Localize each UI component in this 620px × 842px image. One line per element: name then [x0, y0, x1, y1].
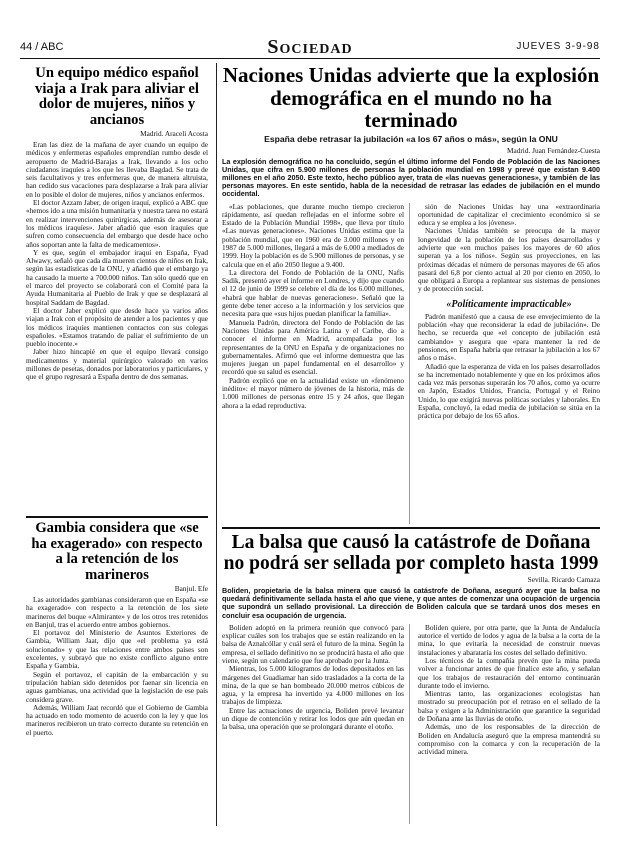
donana-article: [222, 532, 600, 832]
main-article: [222, 64, 600, 524]
article-paragraph: sión de Naciones Unidas hay una «extraordinaria oportunidad de capitalizar el crecimiento económico si se educa y se emplea a los jóvenes».: [418, 202, 600, 228]
article-paragraph: Entre las actuaciones de urgencia, Boliden prevé levantar un dique de contención y retirar los lodos que aún quedan en la balsa, una operación que se prolongará durante el otoño.: [222, 705, 404, 732]
article-headline: Gambia considera que «se ha exagerado» con respecto a la retención de los marineros: [31, 521, 203, 583]
article-lead: Boliden, propietaria de la balsa minera que causó la catástrofe de Doñana, aseguró ayer que la balsa no quedará definitivamente sellada hasta el año que viene, y que antes de comenzar una ocupación de urgencia que supondrá un sellado provisional. La dirección de Boliden calcula que se tardará unos dos meses en concluir esa ocupación de urgencia.: [222, 586, 600, 620]
article-paragraph: El doctor Azzam Jaber, de origen iraquí, explicó a ABC que «hemos ido a una misión humanitaria y nuestra tarea no estará en realizar intervenciones quirúrgicas, además de asesorar a los médicos iraquíes». Jaber añadió que «son iraquíes que sufren como consecuencia del embargo que desde hace ocho años soportan ante la falta de medicamentos».: [26, 198, 208, 249]
article-paragraph: «Las poblaciones, que durante mucho tiempo crecieron rápidamente, así quedan reflejadas en el informe sobre el Estado de la Población Mundial 1998», que lleva por título «Las nuevas generaciones». Naciones Unidas estima que la población mundial, que en 1960 era de 3.000 millones y en 1987 de 5.000 millones, llegará a más de 6.000 a mediados de 1999. Hoy la población es de 5.900 millones de personas, y se calcula que en el año 2050 llegue a 9.400.: [222, 202, 404, 269]
left-column-bottom: [26, 521, 208, 831]
article-paragraph: Boliden adoptó en la primera reunión que convocó para explicar cuáles son los trabajos que se están realizando en la balsa de Aznalcóllar y cuál será el futuro de la mina. Según la empresa, el sellado definitivo no se producirá hasta el año que viene, según un calendario que fue aprobado por la Junta.: [222, 623, 404, 665]
article-paragraph: Jaber hizo hincapié en que el equipo llevará consigo medicamentos y material quirúrgico valorado en varios millones de pesetas, donados por laboratorios y particulares, y que el grupo regresará a España dentro de dos semanas.: [26, 347, 208, 382]
article-headline: La balsa que causó la catástrofe de Doñana no podrá ser sellada por completo hasta 1999: [223, 532, 599, 574]
article-paragraph: Padrón explicó que en la actualidad existe un «fenómeno inédito»: el mayor número de jóvenes de la historia, más de 1.000 millones de personas entre 15 y 24 años, que llegan ahora a la edad reproductiva.: [222, 375, 404, 410]
article-subhead: «Políticamente impracticable»: [446, 298, 572, 310]
article-paragraph: Además, uno de los responsables de la dirección de Boliden en Andalucía aseguró que la empresa mantendrá su compromiso con la comarca y con la recuperación de la actividad minera.: [418, 722, 600, 757]
article-byline: Banjul. Efe: [174, 584, 208, 593]
article-separator: [26, 516, 208, 518]
article-paragraph: Los técnicos de la compañía prevén que la mina pueda volver a funcionar antes de que finalice este año, y señalan que los trabajos de restauración del entorno continuarán durante todo el invierno.: [418, 656, 600, 690]
article-paragraph: Manuela Padrón, directora del Fondo de Población de las Naciones Unidas para América Latina y el Caribe, dio a conocer el informe en Madrid, acompañada por los representantes de la ONU en España y de organizaciones no gubernamentales. Afirmó que «el informe demuestra que las mujeres juegan un papel fundamental en el desarrollo» y recordó que su salud es esencial.: [222, 317, 404, 377]
article-paragraph: Y es que, según el embajador iraquí en España, Fyad Alwawy, señaló que cada día mueren cientos de niños en Irak, según las estadísticas de la ONU, y añadió que el embargo ya ha causado la muerte a 700.000 niños. Tan sólo quedó que en el marco del proyecto se colaborará con el Comité para la Ayuda Humanitaria al Pueblo de Irak y que se desplazará al hospital Saddam de Bagdad.: [26, 247, 208, 307]
article-separator: [222, 527, 600, 529]
article-paragraph: El doctor Jaber explicó que desde hace ya varios años viajan a Irak con el propósito de atender a los pacientes y que los médicos iraquíes mantienen contactos con sus colegas españoles. «Estamos tratando de paliar el sufrimiento de un pueblo inocente.»: [26, 305, 208, 349]
article-lead: La explosión demográfica no ha concluido, según el último informe del Fondo de Población de las Naciones Unidas, que cifra en 5.900 millones de personas la población mundial en 1998 y prevé que existan 9.400 millones en el año 2050. Este texto, hecho público ayer, trata de «las nuevas generaciones», y también de las personas mayores. En este sentido, habla de la necesidad de retrasar las edades de jubilación en el mundo occidental.: [222, 156, 600, 199]
article-paragraph: Boliden quiere, por otra parte, que la Junta de Andalucía autorice el vertido de lodos y agua de la balsa a la corta de la mina, lo que evitaría la necesidad de construir nuevas instalaciones y abarataría los costes del sellado definitivo.: [418, 623, 600, 657]
main-headline: Naciones Unidas advierte que la explosión demográfica en el mundo no ha terminado: [222, 64, 600, 132]
article-paragraph: Además, William Jaat recordó que el Gobierno de Gambia ha actuado en todo momento de acuerdo con la ley y que los marineros recibieron un trato correcto durante su retención en el puerto.: [26, 702, 208, 737]
article-paragraph: Eran las diez de la mañana de ayer cuando un equipo de médicos y enfermeras españoles emprendían rumbo desde el aeropuerto de Madrid-Barajas a Irak, llevando a los ocho ciudadanos iraquíes a los que les llevaba Bagdad. Se trata de seis facultativos y tres enfermeras que, de manera altruista, han cedido sus vacaciones para desplazarse a Irak para aliviar en lo posible el dolor de mujeres, niños y ancianos enfermos.: [26, 140, 208, 199]
article-paragraph: La directora del Fondo de Población de la ONU, Nafis Sadik, presentó ayer el informe en Londres, y dijo que cuando el 12 de junio de 1999 se celebre el día de los 6.000 millones, «habrá que hablar de nuevas generaciones». Señaló que la gente debe tener acceso a la información y los servicios que necesita para que «sus hijos puedan planificar la familia».: [222, 267, 404, 319]
article-paragraph: Mientras tanto, las organizaciones ecologistas han mostrado su preocupación por el retraso en el sellado de la balsa y exigen a la Administración que garantice la seguridad de Doñana ante las lluvias de otoño.: [418, 689, 600, 724]
article-paragraph: Añadió que la esperanza de vida en los países desarrollados se ha incrementado notablemente y que en los próximos años cada vez más personas superarán los 70 años, como ya ocurre en Japón, Estados Unidos, Francia, Portugal y el Reino Unido, lo que exigirá nuevas políticas sociales y laborales. En España, concluyó, la edad media de jubilación se sitúa en la práctica por debajo de los 65 años.: [418, 361, 600, 421]
article-byline: Sevilla. Ricardo Camaza: [527, 575, 600, 584]
article-paragraph: Padrón manifestó que a causa de ese envejecimiento de la población «hay que reconsiderar la edad de jubilación». De hecho, se recuerda que «el concepto de jubilación está cambiando» y asegura que «para mantener la red de pensiones, en España habría que retrasar la jubilación a los 67 años o más».: [418, 311, 600, 363]
article-paragraph: El portavoz del Ministerio de Asuntos Exteriores de Gambia, William Jaat, dijo que «el problema ya está solucionado» y que las relaciones entre ambos países son excelentes, y subrayó que no existe conflicto alguno entre España y Gambia.: [26, 628, 208, 671]
main-subheadline: España debe retrasar la jubilación «a los 67 años o más», según la ONU: [264, 133, 558, 144]
article-paragraph: Mientras, los 5.000 kilogramos de lodos depositados en las márgenes del Guadiamar han sido trasladados a la corta de la mina, de la que se han bombeado 20.000 metros cúbicos de agua, y la empresa ha invertido ya 4.000 millones en los trabajos de limpieza.: [222, 664, 404, 707]
article-paragraph: Naciones Unidas también se preocupa de la mayor longevidad de la población de los países desarrollados y advierte que «en muchos países los mayores de 60 años superan ya a los niños». Según sus proyecciones, en las próximas décadas el número de personas mayores de 65 años pasará del 6,8 por ciento actual al 20 por ciento en 2050, lo que obligará a Europa a replantear sus sistemas de pensiones y de protección social.: [418, 226, 600, 294]
page-header: [20, 36, 600, 58]
article-byline: Madrid. Juan Fernández-Cuesta: [506, 145, 600, 155]
issue-date: JUEVES 3-9-98: [516, 41, 600, 52]
article-byline: Madrid. Araceli Acosta: [140, 129, 208, 138]
article-paragraph: Las autoridades gambianas consideraron que en España «se ha exagerado» con respecto a la retención de los siete marineros del buque «Almirante» y de los otros tres retenidos en Banjul, tras el acuerdo entre ambos gobiernos.: [26, 595, 208, 629]
article-headline: Un equipo médico español viaja a Irak para aliviar el dolor de mujeres, niños y ancianos: [35, 66, 199, 128]
header-rule: [20, 58, 600, 59]
column-divider: [216, 63, 217, 826]
page-number: 44 / ABC: [20, 41, 64, 53]
left-column-top: [26, 66, 208, 566]
article-paragraph: Según el portavoz, el capitán de la embarcación y su tripulación habían sido detenidos por faenar sin licencia en aguas gambianas, una actividad que la legislación de ese país considera grave.: [26, 669, 208, 704]
section-title: Sociedad: [267, 36, 353, 58]
